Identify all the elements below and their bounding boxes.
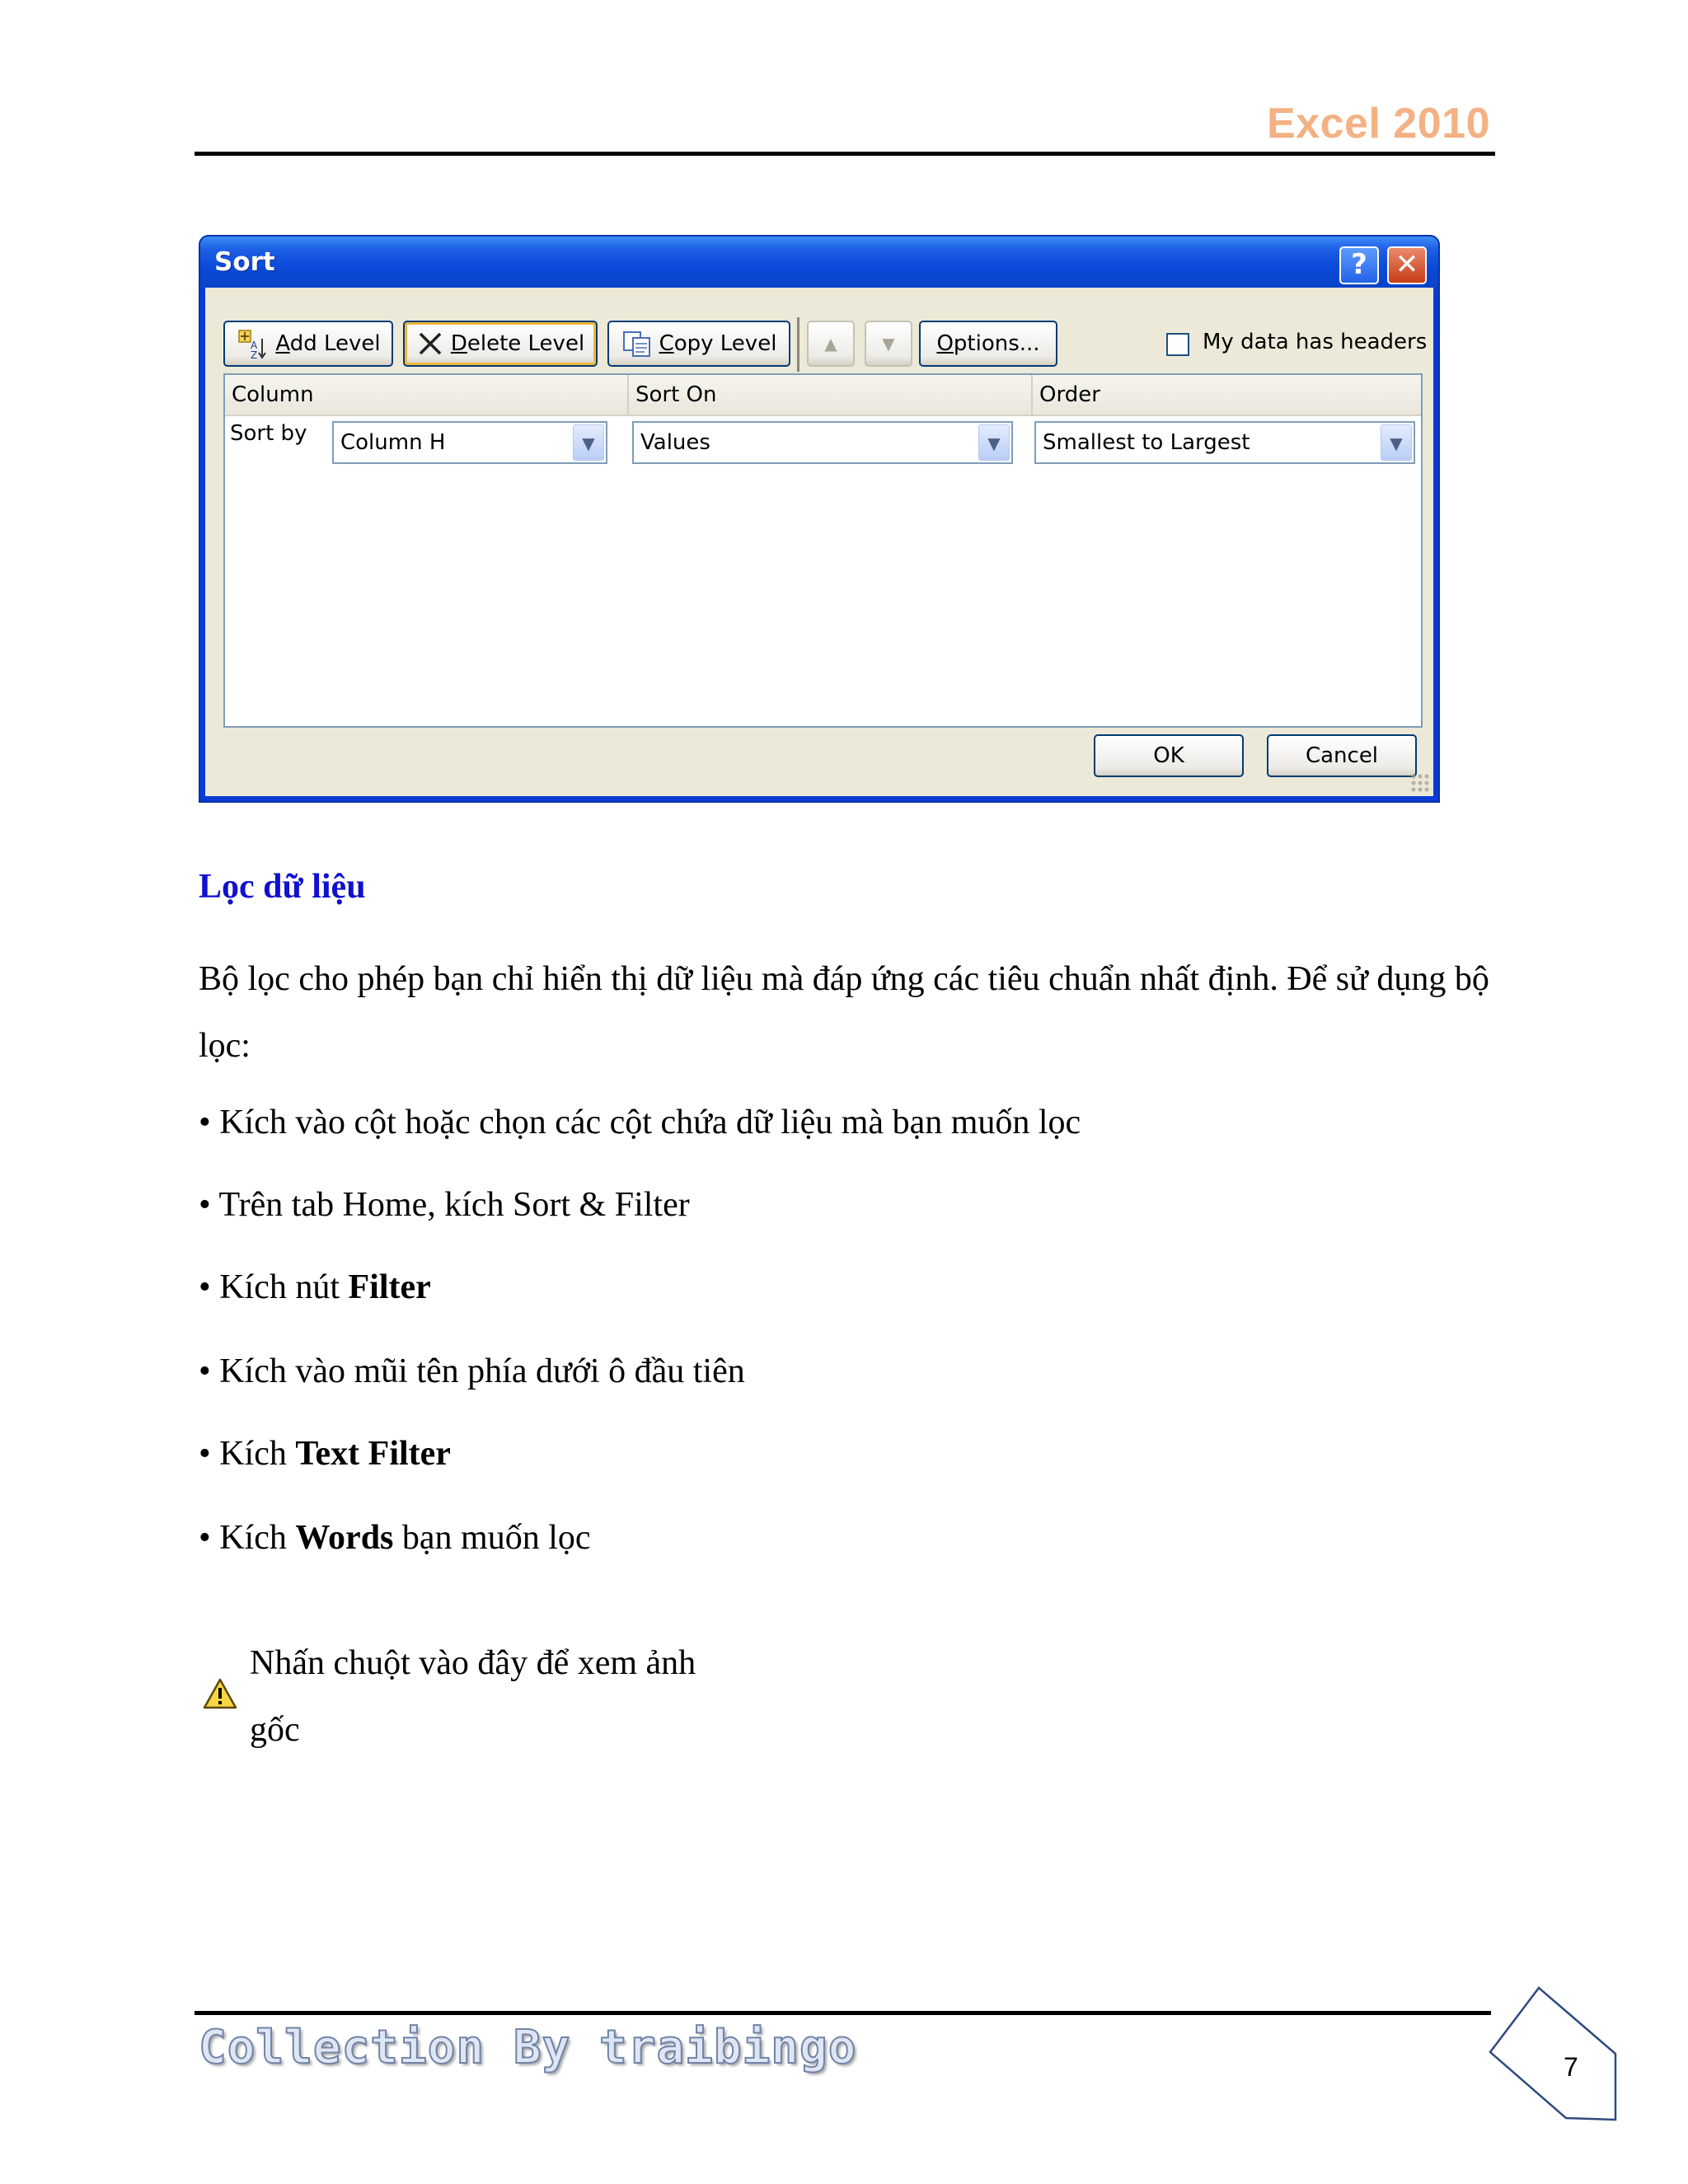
svg-text:Z: Z: [251, 349, 258, 360]
intro-paragraph: Bộ lọc cho phép bạn chỉ hiển thị dữ liệu mà đáp ứng các tiêu chuẩn nhất định. Để sử dụng bộ lọc:: [199, 960, 1489, 1065]
sort-by-label: Sort by: [230, 421, 307, 446]
move-up-button[interactable]: [807, 321, 855, 367]
sort-levels-grid: [223, 373, 1423, 728]
copy-icon: [621, 330, 653, 358]
list-item: • Trên tab Home, kích Sort & Filter: [199, 1186, 690, 1224]
section-heading: Lọc dữ liệu: [199, 868, 366, 906]
ok-button[interactable]: OK: [1094, 734, 1244, 777]
help-icon: ?: [1351, 248, 1367, 281]
list-item: • Kích nút Filter: [199, 1268, 431, 1306]
list-item: • Kích Text Filter: [199, 1435, 451, 1473]
headers-checkbox-label[interactable]: My data has headers: [1203, 330, 1428, 354]
sort-on-select-value: Values: [640, 430, 710, 455]
svg-text:A: A: [251, 340, 258, 351]
delete-level-button[interactable]: [403, 321, 598, 367]
column-header-sort-on: Sort On: [629, 375, 1033, 416]
order-select-value: Smallest to Largest: [1043, 430, 1250, 455]
warning-icon[interactable]: [203, 1678, 237, 1709]
add-level-label: Add Level: [275, 331, 381, 356]
close-button[interactable]: [1387, 246, 1427, 284]
page-number-shape: [1484, 1986, 1632, 2126]
arrow-up-icon: ▲: [824, 334, 837, 354]
column-header-column: Column: [225, 375, 629, 416]
dialog-client: [205, 288, 1433, 796]
add-level-button[interactable]: [223, 321, 393, 367]
copy-level-label: Copy Level: [659, 331, 777, 356]
copy-level-button[interactable]: [607, 321, 790, 367]
chevron-down-icon[interactable]: ▼: [1381, 424, 1412, 461]
cancel-button[interactable]: Cancel: [1267, 734, 1417, 777]
list-item: • Kích Words bạn muốn lọc: [199, 1519, 591, 1557]
add-level-icon: [236, 327, 269, 360]
dialog-titlebar: [200, 237, 1438, 288]
resize-grip[interactable]: [1410, 773, 1430, 793]
options-button[interactable]: [919, 321, 1057, 367]
image-notice-link[interactable]: Nhấn chuột vào đây để xem ảnh gốc: [250, 1644, 696, 1749]
chevron-down-icon[interactable]: ▼: [978, 424, 1010, 461]
order-select[interactable]: [1034, 421, 1415, 464]
column-select[interactable]: [332, 421, 607, 464]
delete-x-icon: [416, 330, 444, 358]
help-button[interactable]: [1339, 246, 1379, 284]
header-rule: [195, 152, 1495, 156]
footer-rule: [195, 2011, 1491, 2015]
sort-on-select[interactable]: [632, 421, 1013, 464]
move-down-button[interactable]: [865, 321, 912, 367]
footer-brand: Collection By traibingo: [199, 2021, 857, 2074]
options-label: Options...: [936, 331, 1040, 356]
chevron-down-icon[interactable]: ▼: [573, 424, 604, 461]
dialog-title: Sort: [214, 247, 275, 277]
column-header-order: Order: [1033, 375, 1421, 416]
page-number: 7: [1564, 2052, 1578, 2082]
toolbar-separator: [797, 317, 799, 372]
sort-dialog: [199, 235, 1440, 803]
list-item: • Kích vào cột hoặc chọn các cột chứa dữ liệu mà bạn muốn lọc: [199, 1104, 1081, 1141]
column-select-value: Column H: [340, 430, 446, 455]
headers-checkbox[interactable]: [1166, 333, 1189, 356]
list-item: • Kích vào mũi tên phía dưới ô đầu tiên: [199, 1352, 745, 1390]
close-icon: ✕: [1395, 248, 1419, 281]
arrow-down-icon: ▼: [882, 334, 895, 354]
header-title: Excel 2010: [1266, 100, 1490, 148]
delete-level-label: Delete Level: [450, 331, 585, 356]
